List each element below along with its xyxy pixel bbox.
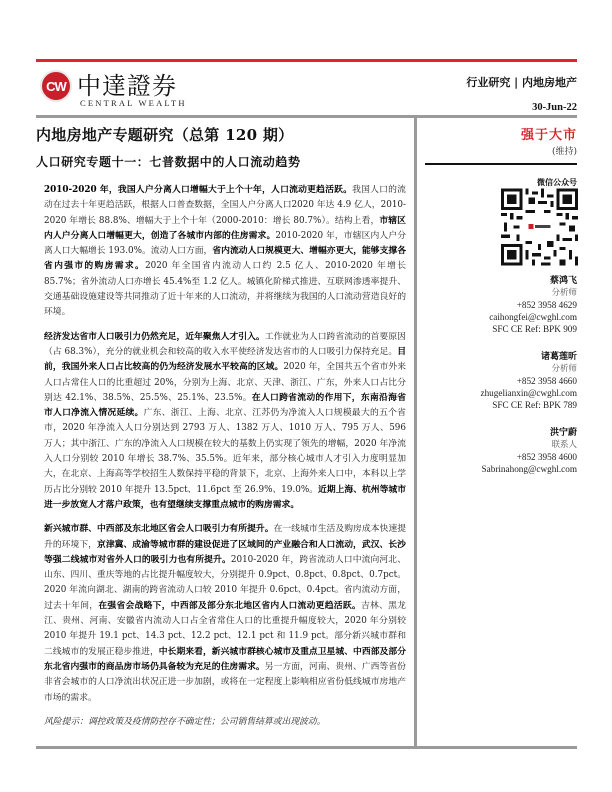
report-date: 30-Jun-22 — [532, 102, 577, 113]
paragraph-text: 广东、浙江、上海、北京、江苏仍为净流入人口规模最大的五个省市，2020 年净流入人口分别达到 2793 万人、1382 万人、1010 万人、795 万人、596 万人；其中浙江、广东的净流入人口规模在较大的基数上仍实现了领先的增幅，2020 年净流入人口分别较 2010 年增长 38.7%、35.5%。近年来，部分核心城市人才引入力度明显加大，在北京、上海高等学校招生人数保持平稳的背景下，北京、上海外来人口中，本科以上学历占比分别较 2010 年提升 13.5pct、11.6pct 至 26.9%、19.0%。 — [44, 408, 406, 495]
analyst-role: 分析师 — [551, 288, 577, 298]
paragraph-highlight: 在人口跨省流动的作用下，东南沿海省市人口净流入情况延续。 — [44, 392, 406, 419]
rating-label: 强于大市 — [520, 128, 577, 143]
report-body — [44, 183, 406, 739]
contact-email[interactable]: Sabrinahong@cwghl.com — [481, 464, 577, 474]
logo-english-name: CENTRAL WEALTH — [80, 98, 187, 108]
report-title: 内地房地产专题研究（总第 120 期） — [36, 126, 294, 144]
paragraph-lead: 经济发达省市人口吸引力仍然充足，近年聚焦人才引入。 — [44, 331, 265, 342]
analyst-name: 蔡鸿飞 — [549, 276, 577, 286]
paragraph-2 — [44, 330, 406, 514]
paragraph-lead: 2010-2020 年，我国人户分离人口增幅大于上个十年，人口流动更趋活跃。 — [44, 185, 353, 195]
footer-gray-rule — [36, 746, 577, 749]
analyst-email[interactable]: zhugelianxin@cwghl.com — [480, 388, 577, 398]
sidebar-rule — [425, 163, 577, 165]
paragraph-highlight: 近期上海、杭州等城市进一步放宽人才落户政策，也有望继续支撑重点城市的购房需求。 — [44, 484, 406, 510]
contact-phone: +852 3958 4600 — [516, 452, 577, 462]
analyst-card — [417, 427, 577, 475]
paragraph-3 — [44, 522, 406, 706]
header-gray-rule — [36, 115, 577, 118]
paragraph-text: 2010-2020 年，市辖区内人户分离人口大幅增长 193.0%。流动人口方面， — [44, 230, 406, 257]
wechat-label: 微信公众号 — [537, 177, 577, 187]
contact-name: 洪宁蔚 — [549, 428, 577, 438]
report-subtitle: 人口研究专题十一：七普数据中的人口流动趋势 — [36, 155, 301, 169]
analyst-sfc-ref: SFC CE Ref: BPK 789 — [492, 400, 577, 410]
paragraph-text: 另一方面，河南、贵州、广西等省份非省会城市的人口净流出状况正进一步加剧，或将在一定程度上影响相应省份低线城市房地产市场的需求。 — [44, 661, 406, 703]
paragraph-highlight: 中长期来看，新兴城市群核心城市及重点卫星城、中西部及部分东北省内强市的商品房市场仍具备较为充足的住房需求。 — [44, 646, 406, 672]
paragraph-text: 我国人口的流动在过去十年更趋活跃，根据人口普查数据，全国人户分离人口2020 年达 4.9 亿人，2010-2020 年增长 88.8%、增幅大于上个十年（2000-2010：增长 80.7%）。结构上看， — [44, 185, 406, 226]
analyst-name: 诸葛莲昕 — [540, 352, 577, 362]
report-category: 行业研究 | 内地房地产 — [466, 76, 577, 89]
paragraph-text: 在一线城市生活及购房成本快速提升的环境下， — [44, 524, 406, 550]
paragraph-text: 工作就业为人口跨省流动的首要原因（占 68.3%），充分的就业机会和较高的收入水平使经济发达省市的人口吸引力保持充足。 — [44, 331, 406, 357]
paragraph-highlight: 京津冀、成渝等城市群的建设促进了区域间的产业融合和人口流动，武汉、长沙等强二线城市对省外人口的吸引力也有所提升。 — [44, 539, 406, 565]
logo-chinese-name: 中達證券 — [77, 72, 177, 100]
risk-warning: 风险提示：调控政策及疫情防控存不确定性；公司销售结算或出现波动。 — [44, 716, 326, 727]
paragraph-highlight: 省内流动人口规模更大、增幅亦更大，能够支撑各省内强市的购房需求。 — [44, 246, 406, 272]
analyst-email[interactable]: caihongfei@cwghl.com — [489, 312, 577, 322]
paragraph-text: 2020 年全国省内流动人口约 2.5 亿人、2010-2020 年增长 85.7%；省外流动人口亦增长 45.4%至 1.2 亿人。城镇化阶梯式推进、互联网渗透率提升、交通基础设施建设等共同推动了近十年来的人口流动，并将继续为我国的人口流动营造良好的环境。 — [44, 261, 406, 318]
cw-logo-icon — [40, 70, 72, 102]
analyst-phone: +852 3958 4629 — [516, 300, 577, 310]
analyst-sfc-ref: SFC CE Ref: BPK 909 — [492, 324, 577, 334]
paragraph-text: 2010-2020 年，跨省流动人口中流向河北、山东、四川、重庆等地的占比提升幅度较大，分别提升 0.9pct、0.8pct、0.8pct、0.7pct。2020 年流向湖北、湖南的跨省流动人口较 2010 年提升 0.6pct、0.4pct。省内流动方面，过去十年间， — [44, 554, 406, 611]
paragraph-highlight: 市辖区内人户分离人口增幅更大，创造了各城市内部的住房需求。 — [44, 215, 406, 241]
paragraph-text: 2020 年，全国共五个省市外来人口占常住人口的比重超过 20%，分别为上海、北京、天津、浙江、广东，外来人口占比分别达 42.1%、38.5%、25.5%、25.1%、23.5%。 — [44, 362, 406, 403]
rating-note: (维持) — [551, 147, 577, 157]
qr-code-icon[interactable] — [501, 188, 578, 266]
paragraph-highlight: 目前，我国外来人口占比较高的仍为经济发展水平较高的区域。 — [44, 346, 406, 373]
contact-role: 联系人 — [551, 440, 577, 450]
analyst-role: 分析师 — [551, 364, 577, 374]
paragraph-lead: 新兴城市群、中西部及东北地区省会人口吸引力有所提升。 — [44, 524, 274, 535]
analyst-card — [417, 351, 577, 411]
analyst-phone: +852 3958 4660 — [516, 376, 577, 386]
analyst-card — [417, 275, 577, 335]
paragraph-text: 吉林、黑龙江、贵州、河南、安徽省内流动人口占全省常住人口的比重提升幅度较大，2020 年分别较 2010 年提升 19.1 pct、14.3 pct、12.2 pct、12.1 pct 和 11.9 pct。部分新兴城市群和二线城市的发展正稳步推进， — [44, 600, 406, 657]
header-red-rule — [36, 59, 577, 62]
paragraph-1 — [44, 183, 406, 321]
paragraph-highlight: 在强省会战略下，中西部及部分东北地区省内人口流动更趋活跃。 — [98, 600, 361, 611]
logo-mark: CW — [46, 78, 66, 94]
